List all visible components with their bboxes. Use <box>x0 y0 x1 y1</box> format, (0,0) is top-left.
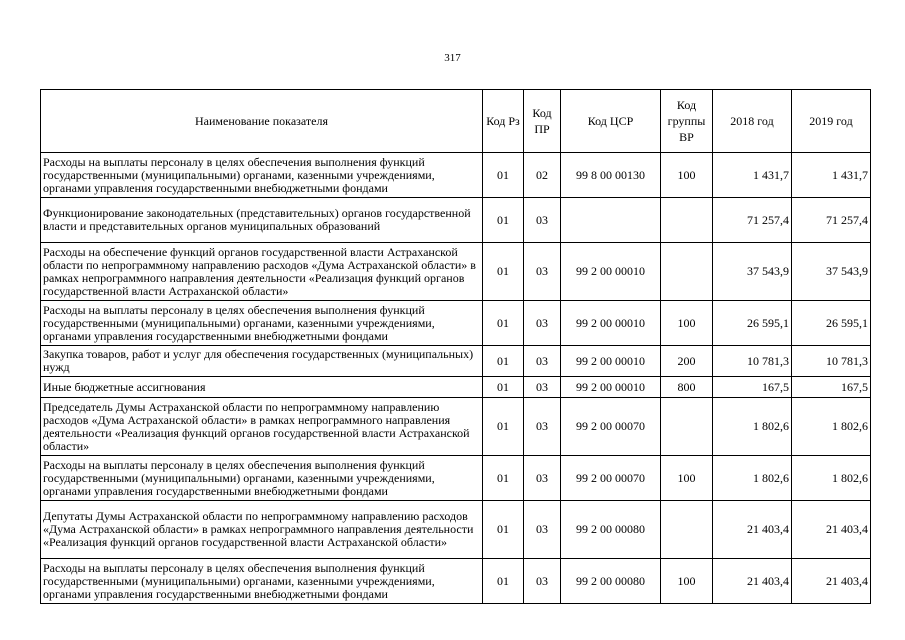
table-row <box>41 243 871 301</box>
cell-csr: 99 2 00 00070 <box>561 456 661 501</box>
cell-pr: 03 <box>524 301 561 346</box>
table-row <box>41 153 871 198</box>
cell-name: Иные бюджетные ассигнования <box>41 377 483 398</box>
header-vr: Код группы ВР <box>661 90 713 153</box>
cell-2018: 10 781,3 <box>713 346 792 377</box>
budget-table <box>40 89 871 604</box>
cell-rz: 01 <box>483 456 524 501</box>
cell-2018: 37 543,9 <box>713 243 792 301</box>
cell-2019: 167,5 <box>792 377 871 398</box>
cell-2018: 26 595,1 <box>713 301 792 346</box>
cell-rz: 01 <box>483 377 524 398</box>
cell-rz: 01 <box>483 398 524 456</box>
table-row <box>41 198 871 243</box>
cell-2018: 1 802,6 <box>713 398 792 456</box>
header-rz: Код Рз <box>483 90 524 153</box>
cell-2018: 21 403,4 <box>713 501 792 559</box>
cell-2018: 21 403,4 <box>713 559 792 604</box>
cell-2019: 21 403,4 <box>792 559 871 604</box>
cell-2019: 71 257,4 <box>792 198 871 243</box>
cell-rz: 01 <box>483 559 524 604</box>
cell-pr: 03 <box>524 398 561 456</box>
cell-2019: 37 543,9 <box>792 243 871 301</box>
cell-pr: 02 <box>524 153 561 198</box>
cell-pr: 03 <box>524 198 561 243</box>
header-2018: 2018 год <box>713 90 792 153</box>
cell-vr <box>661 501 713 559</box>
cell-vr: 800 <box>661 377 713 398</box>
table-row <box>41 501 871 559</box>
cell-name: Расходы на обеспечение функций органов государственной власти Астраханской области по непрограммному направлению расходов «Дума Астраханской области» в рамках непрограммного направления деятельности «Реализация функций органов государственной власти Астраханской области» <box>41 243 483 301</box>
cell-csr: 99 2 00 00010 <box>561 346 661 377</box>
cell-csr: 99 2 00 00010 <box>561 301 661 346</box>
cell-name: Депутаты Думы Астраханской области по непрограммному направлению расходов «Дума Астраханской области» в рамках непрограммного направления деятельности «Реализация функций органов государственной власти Астраханской области» <box>41 501 483 559</box>
cell-2018: 1 802,6 <box>713 456 792 501</box>
cell-vr: 100 <box>661 301 713 346</box>
table-row <box>41 398 871 456</box>
cell-pr: 03 <box>524 501 561 559</box>
cell-2019: 1 802,6 <box>792 456 871 501</box>
cell-name: Закупка товаров, работ и услуг для обеспечения государственных (муниципальных) нужд <box>41 346 483 377</box>
header-name: Наименование показателя <box>41 90 483 153</box>
cell-2018: 71 257,4 <box>713 198 792 243</box>
cell-csr: 99 2 00 00010 <box>561 243 661 301</box>
cell-pr: 03 <box>524 559 561 604</box>
cell-vr <box>661 398 713 456</box>
cell-pr: 03 <box>524 456 561 501</box>
table-header-row <box>41 90 871 153</box>
cell-name: Председатель Думы Астраханской области по непрограммному направлению расходов «Дума Астраханской области» в рамках непрограммного направления деятельности «Реализация функций органов государственной власти Астраханской области» <box>41 398 483 456</box>
cell-2018: 1 431,7 <box>713 153 792 198</box>
cell-pr: 03 <box>524 243 561 301</box>
cell-rz: 01 <box>483 301 524 346</box>
cell-vr: 100 <box>661 456 713 501</box>
cell-name: Расходы на выплаты персоналу в целях обеспечения выполнения функций государственными (муниципальными) органами, казенными учреждениями, органами управления государственными внебюджетными фондами <box>41 153 483 198</box>
cell-csr: 99 2 00 00010 <box>561 377 661 398</box>
cell-vr: 100 <box>661 559 713 604</box>
cell-vr: 200 <box>661 346 713 377</box>
cell-csr: 99 2 00 00080 <box>561 559 661 604</box>
cell-name: Расходы на выплаты персоналу в целях обеспечения выполнения функций государственными (муниципальными) органами, казенными учреждениями, органами управления государственными внебюджетными фондами <box>41 456 483 501</box>
cell-rz: 01 <box>483 198 524 243</box>
table-row <box>41 346 871 377</box>
page-number: 317 <box>444 52 461 64</box>
cell-csr: 99 2 00 00080 <box>561 501 661 559</box>
cell-2019: 21 403,4 <box>792 501 871 559</box>
cell-name: Расходы на выплаты персоналу в целях обеспечения выполнения функций государственными (муниципальными) органами, казенными учреждениями, органами управления государственными внебюджетными фондами <box>41 301 483 346</box>
cell-2019: 26 595,1 <box>792 301 871 346</box>
cell-csr: 99 8 00 00130 <box>561 153 661 198</box>
table-row <box>41 301 871 346</box>
cell-rz: 01 <box>483 153 524 198</box>
cell-name: Расходы на выплаты персоналу в целях обеспечения выполнения функций государственными (муниципальными) органами, казенными учреждениями, органами управления государственными внебюджетными фондами <box>41 559 483 604</box>
cell-name: Функционирование законодательных (представительных) органов государственной власти и представительных органов муниципальных образований <box>41 198 483 243</box>
header-csr: Код ЦСР <box>561 90 661 153</box>
table-row <box>41 456 871 501</box>
cell-csr <box>561 198 661 243</box>
cell-vr <box>661 243 713 301</box>
cell-rz: 01 <box>483 243 524 301</box>
cell-pr: 03 <box>524 346 561 377</box>
cell-vr <box>661 198 713 243</box>
cell-vr: 100 <box>661 153 713 198</box>
cell-2018: 167,5 <box>713 377 792 398</box>
table-row <box>41 377 871 398</box>
cell-2019: 1 802,6 <box>792 398 871 456</box>
cell-csr: 99 2 00 00070 <box>561 398 661 456</box>
cell-pr: 03 <box>524 377 561 398</box>
header-2019: 2019 год <box>792 90 871 153</box>
table-row <box>41 559 871 604</box>
header-pr: Код ПР <box>524 90 561 153</box>
cell-2019: 1 431,7 <box>792 153 871 198</box>
cell-rz: 01 <box>483 346 524 377</box>
cell-rz: 01 <box>483 501 524 559</box>
cell-2019: 10 781,3 <box>792 346 871 377</box>
